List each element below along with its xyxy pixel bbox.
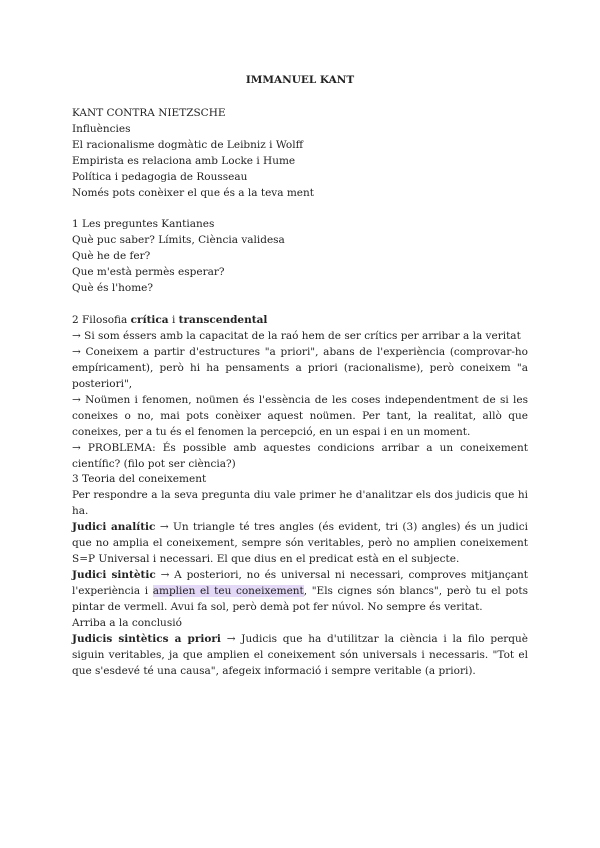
intro-line: El racionalisme dogmàtic de Leibniz i Wolff [72,139,304,151]
term-definition: → A posteriori, no és universal ni necessari, comproves mitjançant l'experiència i [72,569,528,597]
paragraph-sintetic [72,567,528,615]
highlighted-text: amplien el teu coneixement [152,585,304,597]
intro-line: Política i pedagogia de Rousseau [72,171,248,183]
intro-line: Influències [72,123,131,135]
section-1 [72,216,528,296]
section-4 [72,615,528,679]
term-definition: , "Els cignes són blancs", però tu el pots pintar de vermell. Avui fa sol, però demà pot fer núvol. No sempre és veritat. [72,585,528,613]
heading-text: 2 Filosofia [72,314,131,326]
intro-section [72,105,528,201]
term-definition: → Judicis que ha d'utilitzar la ciència i la filo perquè siguin veritables, ja que amplien el coneixement són universals i necessaris. "Tot el que s'esdevé té una causa", afegeix informació i sempre veritable (a priori). [72,633,529,677]
question-line: Què he de fer? [72,250,151,262]
paragraph-analitic [72,519,528,567]
term-judici-sintetic: Judici sintètic [72,569,156,581]
paragraph-conclusio [72,631,528,679]
term-judici-analitic: Judici analític [72,521,156,533]
intro-line: KANT CONTRA NIETZSCHE [72,107,226,119]
section-heading: Arriba a la conclusió [72,617,182,629]
paragraph: → PROBLEMA: És possible amb aquestes condicions arribar a un coneixement científic? (filo pot ser ciència?) [72,442,528,470]
term-definition: → Un triangle té tres angles (és evident, tri (3) angles) és un judici que no amplia el coneixement, sempre són veritables, però no amplien coneixement S=P Universal i necessari. El que dius en el predicat està en el subjecte. [72,521,528,565]
intro-line: Només pots conèixer el que és a la teva ment [72,187,314,199]
intro-line: Empirista es relaciona amb Locke i Hume [72,155,296,167]
question-line: Que m'està permès esperar? [72,266,225,278]
question-line: Què puc saber? Límits, Ciència validesa [72,234,285,246]
paragraph: → Noümen i fenomen, noümen és l'essència de les coses independentment de si les coneixes o no, mai pots conèixer aquest noümen. Per tant, la realitat, allò que coneixes, per a tu és el fenomen la percepció, en un espai i en un moment. [72,394,528,438]
paragraph: → Si som éssers amb la capacitat de la raó hem de ser crítics per arribar a la veritat [72,330,521,342]
paragraph: Per respondre a la seva pregunta diu vale primer he d'analitzar els dos judicis que hi ha. [72,489,528,517]
section-heading [72,312,528,328]
heading-text: i [168,314,179,326]
paragraph: → Coneixem a partir d'estructures "a priori", abans de l'experiència (comprovar-ho empíricament), però hi ha pensaments a priori (racionalisme), però coneixem "a posteriori", [72,346,528,390]
section-heading: 3 Teoria del coneixement [72,473,207,485]
heading-bold-transcendental: transcendental [178,314,268,326]
term-judicis-sintetics-a-priori: Judicis sintètics a priori [72,633,221,645]
question-line: Què és l'home? [72,282,153,294]
document-title: IMMANUEL KANT [245,74,355,86]
section-3 [72,471,528,615]
section-heading: 1 Les preguntes Kantianes [72,218,215,230]
heading-bold-critica: crítica [130,314,169,326]
section-2 [72,312,528,472]
